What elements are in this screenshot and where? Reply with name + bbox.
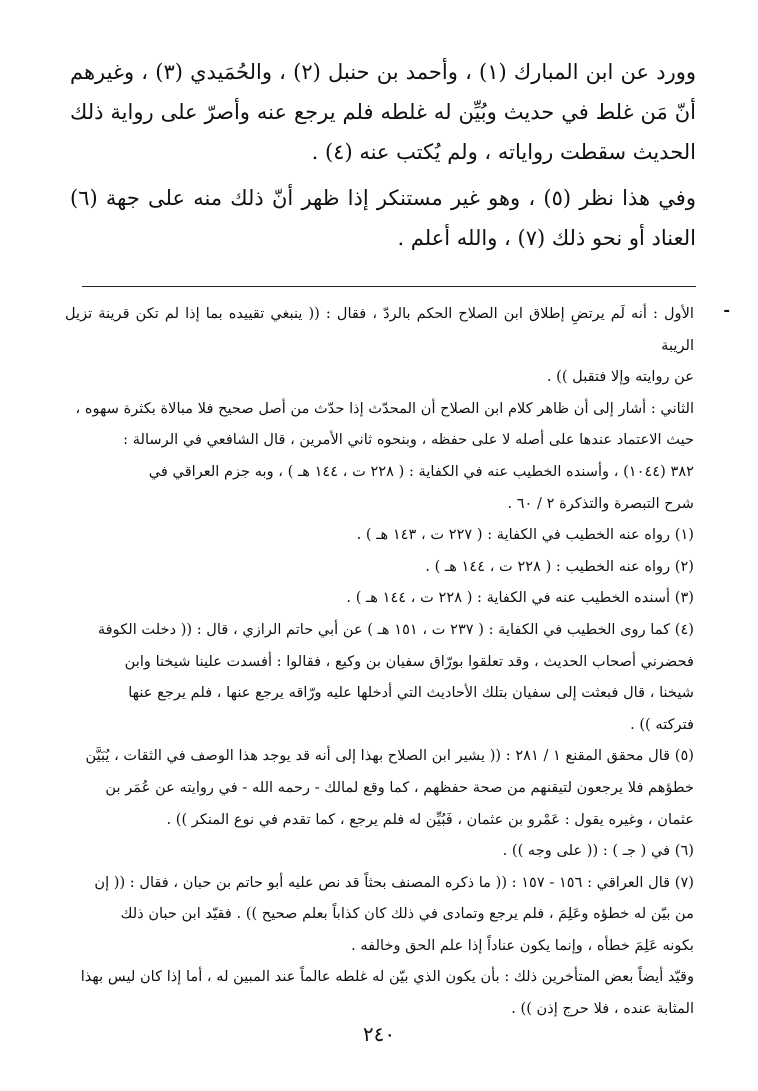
- main-paragraph-1: وورد عن ابن المبارك (١) ، وأحمد بن حنبل (٢) ، والحُمَيدي (٣) ، وغيرهم أنّ مَن غلط في حديث وبُيِّن له غلطه فلم يرجع عنه وأصرّ على رواية ذلك الحديث سقطت رواياته ، ولم يُكتب عنه (٤) .: [70, 60, 696, 164]
- footnote-second-line-1: الثاني : أشار إلى أن ظاهر كلام ابن الصلاح أن المحدّث إذا حدّث من أصل صحيح فلا مبالاة بكثرة سهوه ،: [75, 399, 694, 417]
- footnote-7-line-3: بكونه عَلِمَ خطأه ، وإنما يكون عناداً إذا علم الحق وخالفه .: [351, 936, 694, 954]
- main-text: [70, 52, 696, 264]
- footnote-second-line-4: شرح التبصرة والتذكرة ٢ / ٦٠ .: [507, 494, 694, 512]
- footnote-5-line-3: عثمان ، وغيره يقول : عَمْرو بن عثمان ، فَبُيِّن له فلم يرجع ، كما تقدم في نوع المنكر )) .: [166, 810, 694, 828]
- page-number: ٢٤٠: [362, 1022, 396, 1046]
- footnotes: [65, 298, 694, 1025]
- footnote-second-line-3: ٣٨٢ (١٠٤٤) ، وأسنده الخطيب عنه في الكفاية : ( ٢٢٨ ت ، ١٤٤ هـ ) ، وبه جزم العراقي في: [148, 462, 694, 480]
- footnote-first-line-2: عن روايته وإلا فتقبل )) .: [546, 368, 694, 386]
- footnote-4-line-4: فتركته )) .: [630, 715, 694, 733]
- footnote-7-line-4: وقيّد أيضاً بعض المتأخرين ذلك : بأن يكون الذي بيّن له غلطه عالماً عند المبين له ، أما إذا كان ليس بهذا: [80, 968, 694, 986]
- footnote-first-line-1: الأول : أنه لَم يرتضِ إطلاق ابن الصلاح الحكم بالردّ ، فقال : (( ينبغي تقييده بما إذا لم تكن قرينة تزيل الريبة: [65, 305, 694, 354]
- footnote-separator: [82, 286, 696, 287]
- footnote-7-line-1: (٧) قال العراقي : ١٥٦ - ١٥٧ : (( ما ذكره المصنف بحثاً قد نص عليه أبو حاتم بن حبان ، فقال : (( إن: [94, 873, 694, 891]
- footnote-4-line-3: شيخنا ، قال فبعثت إلى سفيان بتلك الأحاديث التي أدخلها عليه ورّاقه يرجع عنها ، فلم يرجع عنها: [128, 684, 694, 702]
- footnote-3: (٣) أسنده الخطيب عنه في الكفاية : ( ٢٢٨ ت ، ١٤٤ هـ ) .: [346, 589, 694, 607]
- footnote-4-line-1: (٤) كما روى الخطيب في الكفاية : ( ٢٣٧ ت ، ١٥١ هـ ) عن أبي حاتم الرازي ، قال : (( دخلت الكوفة: [97, 620, 694, 638]
- footnote-7-line-5: المثابة عنده ، فلا حرج إذن )) .: [511, 1000, 694, 1018]
- footnote-5-line-1: (٥) قال محقق المقنع ١ / ٢٨١ : (( يشير ابن الصلاح بهذا إلى أنه قد يوجد هذا الوصف في الثقات ، يُبَيَّن: [85, 747, 694, 765]
- footnote-4-line-2: فحضرني أصحاب الحديث ، وقد تعلقوا بورّاق سفيان بن وكيع ، فقالوا : أفسدت علينا شيخنا وابن: [124, 652, 694, 670]
- footnote-second-line-2: حيث الاعتماد عندها على أصله لا على حفظه ، وبنحوه ثاني الأمرين ، قال الشافعي في الرسالة :: [123, 431, 694, 449]
- footnote-7-line-2: من بيّن له خطؤه وعَلِمَ ، فلم يرجع وتمادى في ذلك كان كذاباً بعلم صحيح )) . فقيّد ابن حبان ذلك: [120, 905, 694, 923]
- footnote-1: (١) رواه عنه الخطيب في الكفاية : ( ٢٢٧ ت ، ١٤٣ هـ ) .: [356, 526, 694, 544]
- footnote-2: (٢) رواه عنه الخطيب : ( ٢٢٨ ت ، ١٤٤ هـ ) .: [425, 557, 694, 575]
- footnote-5-line-2: خطؤهم فلا يرجعون لتيقنهم من صحة حفظهم ، كما وقع لمالك - رحمه الله - في روايته عن عُمَر بن: [105, 778, 694, 796]
- margin-marker: -: [723, 300, 730, 319]
- footnote-6: (٦) في ( جـ ) : (( على وجه )) .: [502, 842, 694, 860]
- main-paragraph-2: وفي هذا نظر (٥) ، وهو غير مستنكر إذا ظهر أنّ ذلك منه على جهة (٦) العناد أو نحو ذلك (٧) ، والله أعلم .: [70, 186, 696, 250]
